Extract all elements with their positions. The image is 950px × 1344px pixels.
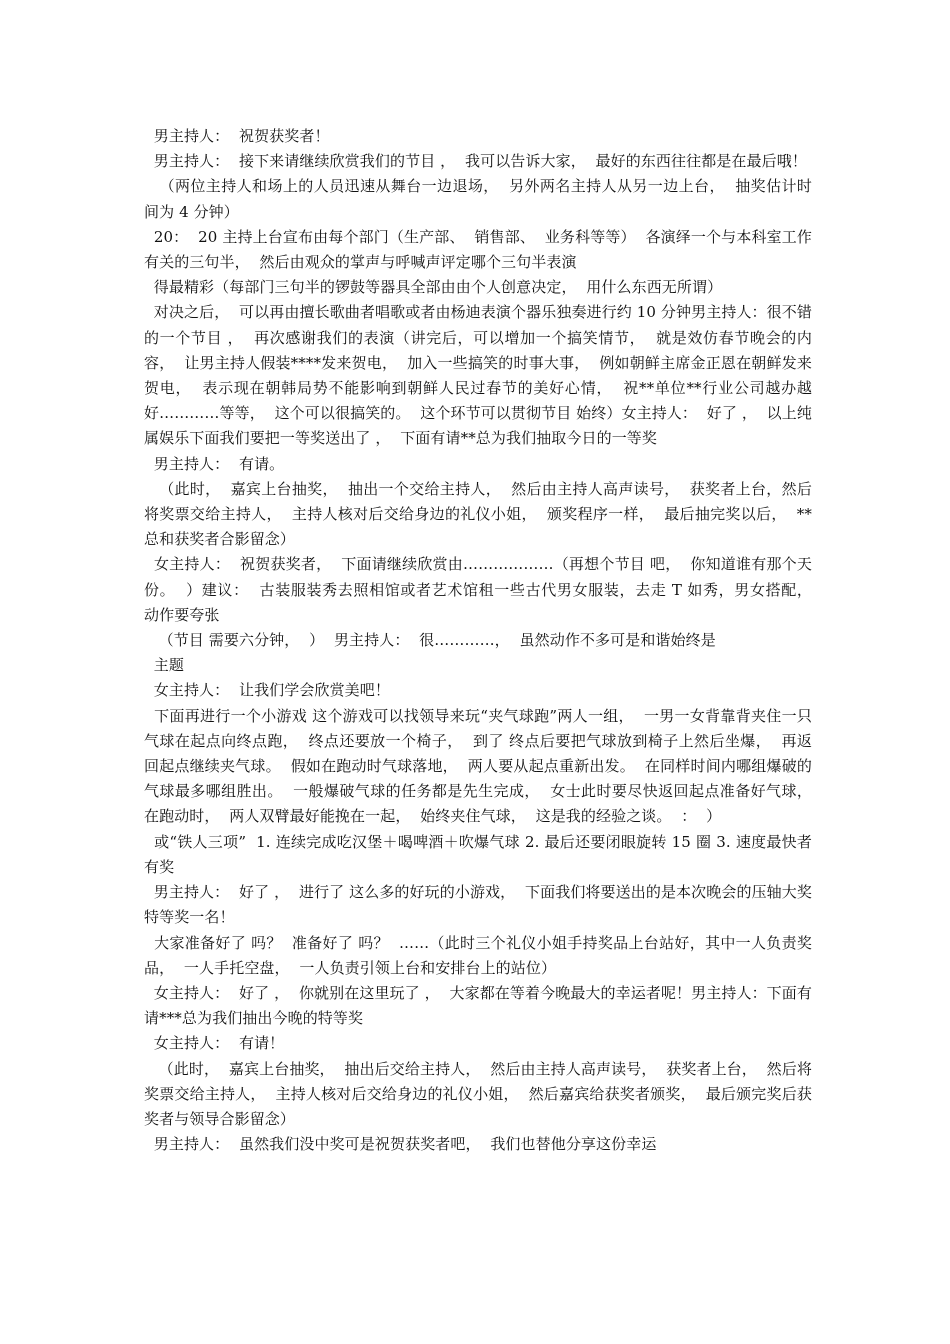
paragraph-best-performance: 得最精彩（每部门三句半的锣鼓等器具全部由由个人创意决定， 用什么东西无所谓） xyxy=(144,278,723,297)
paragraph-ready-check: 大家准备好了 吗？ 准备好了 吗？ ……（此时三个礼仪小姐手持奖品上台站好，其中一人负责奖品， 一人手托空盘， 一人负责引领上台和安排台上的站位） xyxy=(144,933,812,977)
paragraph-host-switch-note: （两位主持人和场上的人员迅速从舞台一边退场， 另外两名主持人从另一边上台， 抽奖估计时间为 4 分钟） xyxy=(144,177,813,221)
paragraph-female-host-fashion: 女主持人： 祝贺获奖者， 下面请继续欣赏由………………（再想个节目 吧， 你知道谁有那个天份。 ）建议： 古装服装秀去照相馆或者艺术馆租一些古代男女服装，去走 T 如秀，男女搭配， 动作要夸张 xyxy=(144,555,822,624)
paragraph-balloon-game: 下面再进行一个小游戏 这个游戏可以找领导来玩“夹气球跑”两人一组， 一男一女背靠背夹住一只气球在起点向终点跑， 终点还要放一个椅子， 到了 终点后要把气球放到椅子上然后坐爆， 再返回起点继续夹气球。 假如在跑动时气球落地， 两人要从起点重新出发。 在同样时间内哪组爆破的气球最多哪组胜出。 一般爆破气球的任务都是先生完成， 女士此时要尽快返回起点准备好气球， 在跑动时， 两人双臂最好能挽在一起， 始终夹住气球， 这是我的经验之谈。 ： ） xyxy=(144,706,822,826)
paragraph-male-host-grand-prize: 男主持人： 好了 ， 进行了 这么多的好玩的小游戏， 下面我们将要送出的是本次晚会的压轴大奖特等奖一名！ xyxy=(144,883,812,927)
paragraph-male-host-congrats: 男主持人： 祝贺获奖者！ xyxy=(144,127,330,145)
paragraph-female-host-lucky: 女主持人： 好了 ， 你就别在这里玩了 ， 大家都在等着今晚最大的幸运者呢！男主持人：下面有请***总为我们抽出今晚的特等奖 xyxy=(144,983,812,1028)
document-page xyxy=(144,124,822,1157)
paragraph-male-host-continue: 男主持人： 接下来请继续欣赏我们的节目 ， 我可以告诉大家， 最好的东西往往都是在最后哦！ xyxy=(144,152,807,171)
paragraph-female-host-beauty: 女主持人： 让我们学会欣赏美吧！ xyxy=(144,681,390,700)
paragraph-grand-draw-note: （此时， 嘉宾上台抽奖， 抽出后交给主持人， 然后由主持人高声读号， 获奖者上台， 然后将奖票交给主持人， 主持人核对后交给身边的礼仪小姐， 然后嘉宾给获奖者颁奖， 最后颁完奖后获奖者与领导合影留念） xyxy=(144,1059,813,1128)
paragraph-female-host-please: 女主持人： 有请！ xyxy=(144,1034,285,1053)
paragraph-department-skit: 20： 20 主持上台宣布由每个部门（生产部、 销售部、 业务科等等） 各演绎一个与本科室工作有关的三句半， 然后由观众的掌声与呼喊声评定哪个三句半表演 xyxy=(144,227,812,272)
paragraph-first-draw-note: （此时， 嘉宾上台抽奖， 抽出一个交给主持人， 然后由主持人高声读号， 获奖者上台，然后将奖票交给主持人， 主持人核对后交给身边的礼仪小姐， 颁奖程序一样， 最后抽完奖以后， **总和获奖者合影留念） xyxy=(144,479,812,549)
paragraph-male-host-share-luck: 男主持人： 虽然我们没中奖可是祝贺获奖者吧， 我们也替他分享这份幸运 xyxy=(144,1135,657,1154)
paragraph-triathlon: 或“铁人三项” 1. 连续完成吃汉堡＋喝啤酒＋吹爆气球 2. 最后还要闭眼旋转 15 圈 3. 速度最快者有奖 xyxy=(144,832,812,876)
paragraph-program-duration: （节目 需要六分钟， ） 男主持人： 很…………， 虽然动作不多可是和谐始终是 xyxy=(144,631,716,650)
paragraph-theme: 主题 xyxy=(144,656,184,675)
paragraph-male-host-please: 男主持人： 有请。 xyxy=(144,454,285,473)
paragraph-after-duel: 对决之后， 可以再由擅长歌曲者唱歌或者由杨迪表演个器乐独奏进行约 10 分钟男主持人：很不错的一个节目 ， 再次感谢我们的表演（讲完后，可以增加一个搞笑情节， 就是效仿春节晚会的内容， 让男主持人假装****发来贺电， 加入一些搞笑的时事大事， 例如朝鲜主席金正恩在朝鲜发来贺电， 表示现在朝韩局势不能影响到朝鲜人民过春节的美好心情， 祝**单位**行业公司越办越好…………等等， 这个可以很搞笑的。 这个环节可以贯彻节目 始终）女主持人： 好了 ， 以上纯属娱乐下面我们要把一等奖送出了 ， 下面有请**总为我们抽取今日的一等奖 xyxy=(144,303,812,448)
